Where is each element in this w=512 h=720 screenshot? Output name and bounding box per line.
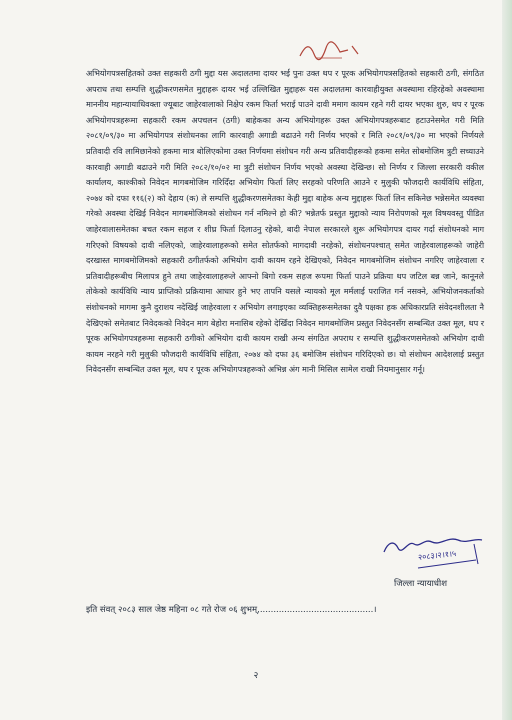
judge-signature-block	[378, 534, 486, 592]
page-number: २	[253, 671, 259, 681]
margin-initials-mark	[296, 40, 366, 62]
page-edge-shadow	[502, 0, 512, 720]
signatory-title: जिल्ला न्यायाधीश	[394, 579, 447, 589]
signature-date: २०८३।२।१।५	[417, 549, 457, 562]
closing-date-line: इति संवत् २०८३ साल जेष्ठ महिना ०८ गते रोज ०६ शुभम्,..........................................।	[86, 605, 377, 615]
order-body	[86, 66, 484, 378]
order-paragraph: अभियोगपत्रसहितको उक्त सहकारी ठगी मुद्दा यस अदालतमा दायर भई पुनः उक्त थप र पूरक अभियोगपत्रसहितको सहकारी ठगी, संगठित अपराध तथा सम्पत्ति शुद्धीकरणसमेत मुद्दाहरू दायर भई उल्लिखित मुद्दाहरू यस अदालतमा कारवाहीयुक्त अवस्थामा रहिरहेको अवस्थामा माननीय महान्यायाधिवक्ता ज्यूबाट जाहेरवालाको निक्षेप रकम फिर्ता भराई पाउने दावी ममाग कायम रहने गरी दायर भएका शुरु, थप र पूरक अभियोगपत्रहरूमा सहकारी रकम अपचलन (ठगी) बाहेकका अन्य अभियोगहरू उक्त अभियोगपत्रहरूबाट हटाउनेसमेत गरी मिति २०८१/०९/३० मा अभियोगपत्र संशोधनका लागि कारवाही अगाडी बढाउने गरी निर्णय भएको र मिति २०८१/०९/३० मा भएको निर्णयले प्रतिवादी रवि लामिछानेको हकमा मात्र बोलिएकोमा उक्त निर्णयमा संशोधन गरी अन्य प्रतिवादीहरूको हकमा समेत सोबमोजिम त्रुटी सच्याउने कारवाही अगाडी बढाउने गरी मिति २०८२/१०/०२ मा त्रुटी संशोधन निर्णय भएको अवस्था देखिन्छ। सो निर्णय र जिल्ला सरकारी वकील कार्यालय, काश्कीको निवेदन मागबमोजिम गरिदिँदा अभियोग फिर्ता लिए सरहको परिणति आउने र मुलुकी फौजदारी कार्यविधि संहिता, २०७४ को दफा ११६(२) को देहाय (क) ले सम्पत्ति शुद्धीकरणसमेतका केही मुद्दा बाहेक अन्य मुद्दाहरू फिर्ता लिन सकिनेछ भन्नेसमेत व्यवस्था गरेको अवस्था देखिई निवेदन मागबमोजिमको संशोधन गर्न नमिल्ने हो की? भन्नेतर्फ प्रस्तुत मुद्दाको न्याय निरोपणको मूल विषयवस्तु पीडित जाहेरवालासमेतका बचत रकम सहज र शीघ्र फिर्ता दिलाउनु रहेको, बादी नेपाल सरकारले शुरू अभियोगपत्र दायर गर्दा संशोधनको माग गरिएको विषयको दावी नलिएको, जाहेरवालाहरूको समेत सोतर्फको मागदावी नरहेको, संशोधनपश्चात् समेत जाहेरवालाहरूको जाहेरी दरखास्त मागबमोजिमको सहकारी ठगीतर्फको अभियोग दावी कायम रहने देखिएको, निवेदन मागबमोजिम संशोधन नगरिए जाहेरवाला र प्रतिवादीहरूबीच मिलापत्र हुने तथा जाहेरवालाहरूले आफ्नो बिगो रकम सहज रूपमा फिर्ता पाउने प्रक्रिया थप जटिल बन्न जाने, कानूनले तोकेको कार्यविधि न्याय प्राप्तिको प्रक्रियामा आधार हुने भए तापनि यसले न्यायको मूल मर्मलाई पराजित गर्न नसक्ने, अभियोजनकर्ताको संशोधनको मागमा कुनै दुराशय नदेखिई जाहेरवाला र अभियोग लगाइएका व्यक्तिहरूसमेतका दुवै पक्षका हक अधिकारप्रति संवेदनशीलता नै देखिएको समेतबाट निवेदकको निवेदन माग बेहोरा मनासिब रहेको देखिँदा निवेदन मागबमोजिम प्रस्तुत निवेदनसँग सम्बन्धित उक्त मूल, थप र पूरक अभियोगपत्रहरूमा सहकारी ठगीको अभियोग दावी कायम राखी अन्य संगठित अपराध र सम्पत्ति शुद्धीकरणसमेतको अभियोग दावी कायम नरहने गरी मुलुकी फौजदारी कार्यविधि संहिता, २०७४ को दफा ३६ बमोजिम संशोधन गरिदिएको छ। यो संशोधन आदेशलाई प्रस्तुत निवेदनसँग सम्बन्धित उक्त मूल, थप र पूरक अभियोगपत्रहरूको अभिन्न अंग मानी मिसिल सामेल राखी नियमानुसार गर्नू।	[86, 68, 484, 375]
